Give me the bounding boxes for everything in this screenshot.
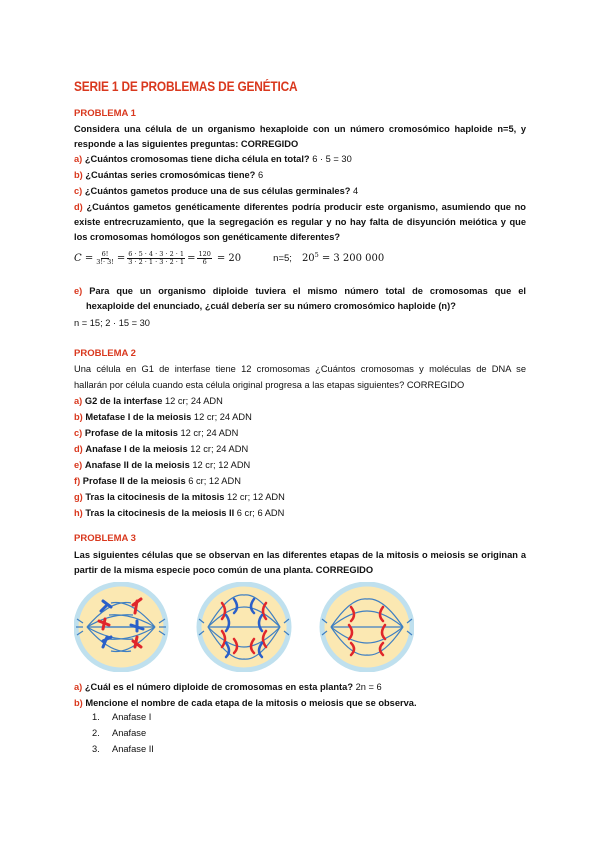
cell-1-anafase-i [76,584,166,670]
answer-list-item [92,743,154,755]
power-base: 20 [301,253,315,264]
item-answer: 12 cr; 12 ADN [226,492,285,502]
question-text: Mencione el nombre de cada etapa de la mitosis o meiosis que se observa. [85,698,417,708]
item-label: a) [74,396,83,406]
answer-list-item [92,711,151,723]
problem-1-question-b [74,169,263,181]
fraction-numerator: 120 [198,250,211,258]
problem-2-intro-line-2: hallarán por célula cuando esta célula original progresa a las etapas siguientes? CORREGIDO [74,380,465,390]
problem-2-intro-line-1: Una célula en G1 de interfase tiene 12 cromosomas ¿Cuántos cromosomas y moléculas de DNA se [74,364,526,374]
question-label: d) [74,202,83,212]
item-label: g) [74,492,83,502]
equals-sign: = [187,253,196,264]
problem-1-question-e-line-1 [74,285,526,297]
question-text: ¿Cuántos gametos genéticamente diferentes podría producir este organismo, asumiendo que no [86,202,526,212]
item-label: d) [74,444,83,454]
item-label: f) [74,476,81,486]
problem-2-item [74,395,223,407]
list-number: 3. [92,744,100,754]
problem-2-item [74,475,241,487]
answer-text: 6 · 5 = 30 [312,154,352,164]
item-stage: Anafase I de la meiosis [85,444,188,454]
problem-1-intro-line-2: responde a las siguientes preguntas: CORREGIDO [74,139,299,149]
problem-1-question-a [74,153,352,165]
question-text: Para que un organismo diploide tuviera el mismo número total de cromosomas que el [89,286,526,296]
item-answer: 6 cr; 12 ADN [188,476,241,486]
item-answer: 12 cr; 24 ADN [193,412,252,422]
item-stage: Metafase I de la meiosis [85,412,192,422]
problem-1-heading: PROBLEMA 1 [74,108,136,119]
list-text: Anafase [112,728,147,738]
fraction-1 [95,251,115,266]
answer-text: 6 [257,170,264,180]
document-title: SERIE 1 DE PROBLEMAS DE GENÉTICA [74,79,298,94]
problem-2-item [74,443,248,455]
power-result: = 3 200 000 [321,253,385,264]
fraction-denominator: 6 [202,258,207,266]
problem-1-question-d-line-2: existe entrecruzamiento, que la segregación es regular y no hay falta de disyunción meiótica y que [74,217,526,227]
problem-2-item [74,411,252,423]
cell-illustrations [74,582,414,672]
equals-sign: = [116,253,126,264]
problem-1-question-d-line-3: los cromosomas homólogos son genéticamente diferentes? [74,232,341,242]
problem-1-answer-e: n = 15; 2 · 15 = 30 [74,318,150,328]
problem-1-question-c [74,185,358,197]
problem-3-intro-line-2: partir de la misma especie poco común de una planta. CORREGIDO [74,565,374,575]
answer-text: 4 [353,186,359,196]
item-answer: 12 cr; 24 ADN [180,428,239,438]
item-stage: Profase de la mitosis [84,428,178,438]
question-label: b) [74,698,83,708]
problem-3-intro-line-1: Las siguientes células que se observan en las diferentes etapas de la mitosis o meiosis se originan a [74,550,526,560]
item-label: b) [74,412,83,422]
fraction-denominator: 3 · 2 · 1 · 3 · 2 · 1 [128,258,185,266]
formula-n: n=5; [273,253,292,264]
item-stage: Anafase II de la meiosis [84,460,190,470]
item-stage: Tras la citocinesis de la mitosis [85,492,225,502]
question-label: a) [74,682,83,692]
formula-result: = 20 [216,253,242,264]
cell-2-anafase [199,584,289,670]
question-text: ¿Cuál es el número diploide de cromosomas en esta planta? [84,682,354,692]
item-answer: 12 cr; 24 ADN [164,396,223,406]
problem-2-item [74,507,284,519]
question-label: a) [74,154,83,164]
fraction-numerator: 6! [101,250,109,258]
question-label: b) [74,170,83,180]
problem-3-question-a [74,681,382,693]
list-text: Anafase II [112,744,154,754]
item-stage: Tras la citocinesis de la meiosis II [85,508,235,518]
item-answer: 12 cr; 24 ADN [190,444,249,454]
problem-2-item [74,459,250,471]
item-label: e) [74,460,83,470]
fraction-numerator: 6 · 5 · 4 · 3 · 2 · 1 [128,250,185,258]
list-text: Anafase I [112,712,152,722]
question-label: e) [74,286,83,296]
list-number: 2. [92,728,100,738]
item-stage: Profase II de la meiosis [82,476,186,486]
problem-3-heading: PROBLEMA 3 [74,533,136,544]
power-exponent: 5 [314,250,319,259]
problem-3-question-b [74,697,417,709]
problem-2-item [74,427,238,439]
combination-formula [74,251,384,266]
cell-3-anafase-ii [322,584,412,670]
problem-1-question-d-line-1 [74,201,526,213]
answer-text: 2n = 6 [355,682,382,692]
item-stage: G2 de la interfase [84,396,163,406]
formula-c: C = [74,253,94,264]
problem-2-item [74,491,285,503]
problem-1-question-e-line-2: hexaploide del enunciado, ¿cuál debería ser su número cromosómico haploide (n)? [86,301,456,311]
fraction-3 [197,251,211,266]
item-answer: 6 cr; 6 ADN [236,508,285,518]
fraction-2 [127,251,185,266]
cell-division-figures [74,582,414,677]
question-label: c) [74,186,83,196]
problem-1-intro-line-1: Considera una célula de un organismo hexaploide con un número cromosómico haploide n=5, y [74,124,526,134]
question-text: ¿Cuántas series cromosómicas tiene? [85,170,256,180]
fraction-denominator: 3!· 3! [96,258,114,266]
question-text: ¿Cuántos cromosomas tiene dicha célula en total? [84,154,310,164]
item-label: c) [74,428,83,438]
answer-list-item [92,727,146,739]
problem-2-heading: PROBLEMA 2 [74,348,136,359]
item-label: h) [74,508,83,518]
question-text: ¿Cuántos gametos produce una de sus células germinales? [84,186,351,196]
list-number: 1. [92,712,100,722]
item-answer: 12 cr; 12 ADN [192,460,251,470]
